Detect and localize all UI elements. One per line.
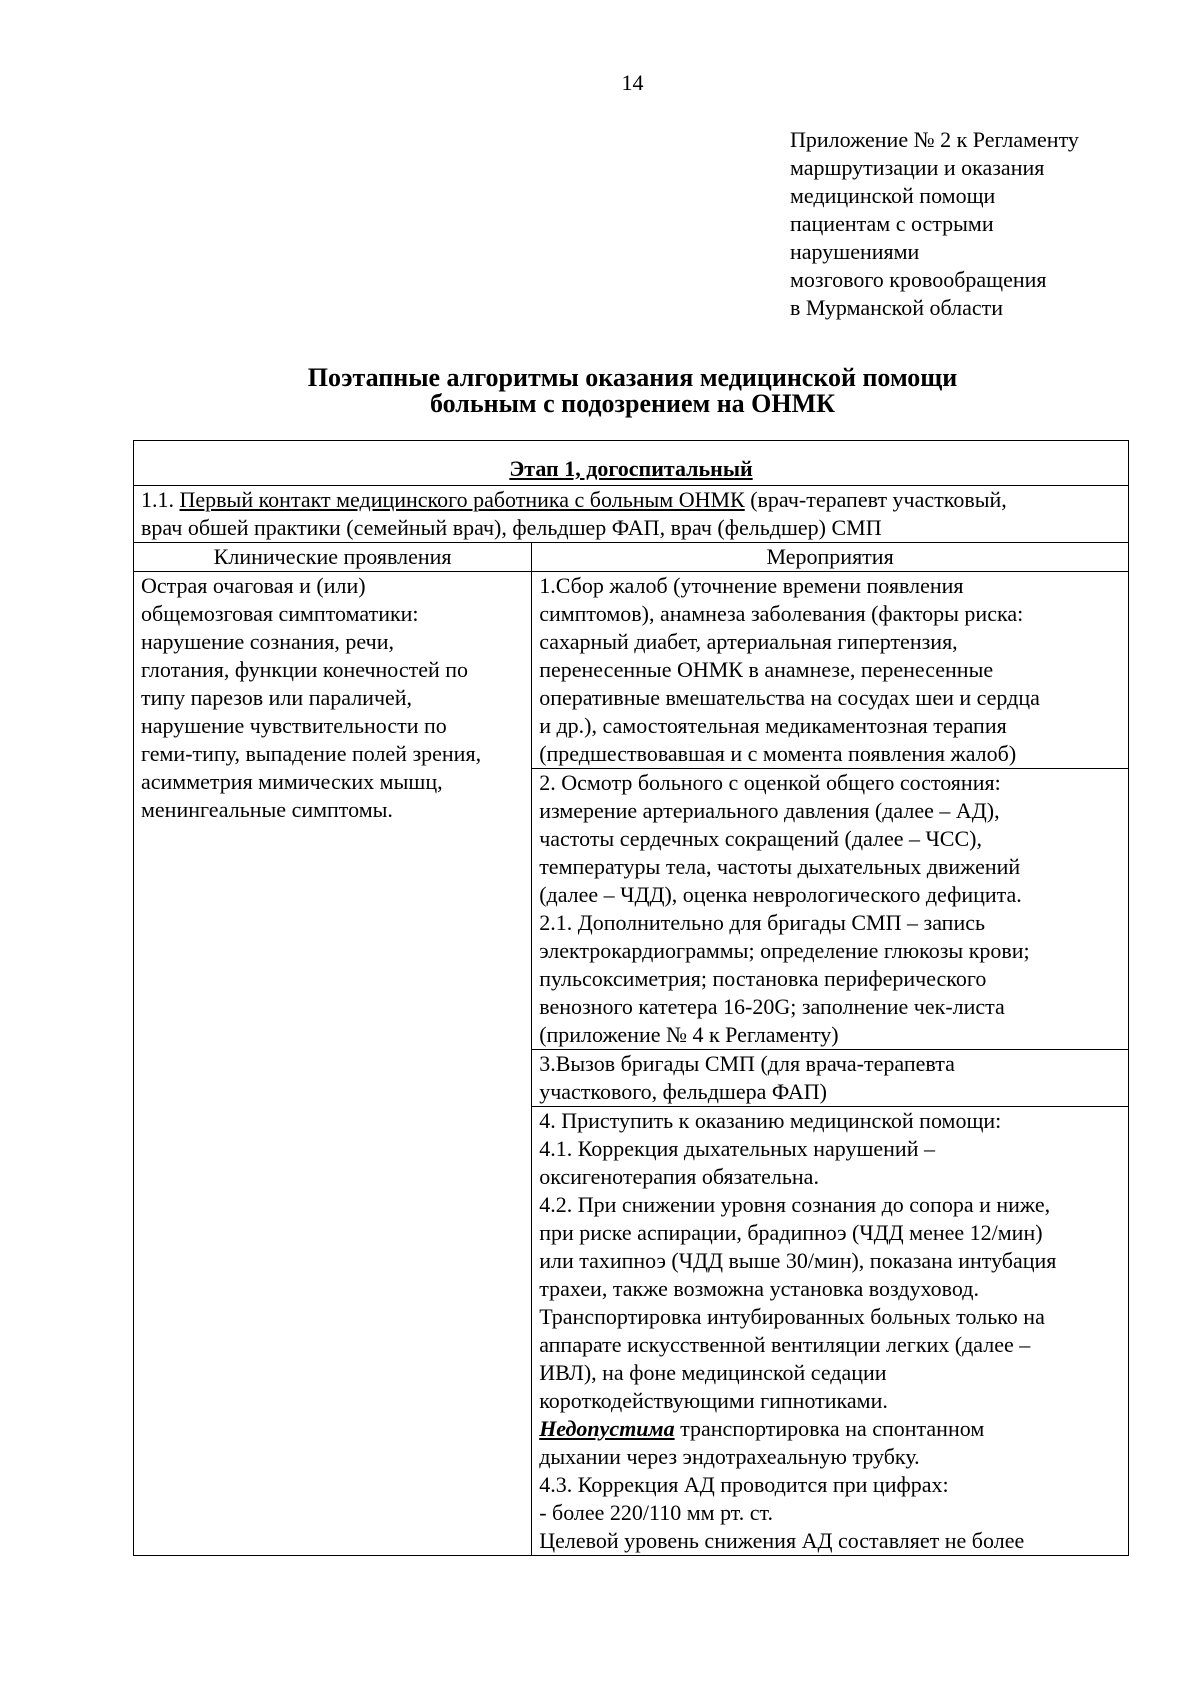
measure-line: 1.Сбор жалоб (уточнение времени появления	[539, 573, 964, 598]
measure-line: пульсоксиметрия; постановка периферического	[539, 966, 987, 991]
measure-1-cell	[532, 572, 1129, 769]
column-header-measures: Мероприятия	[532, 543, 1129, 572]
measure-line: оперативные вмешательства на сосудах шеи и сердца	[539, 685, 1040, 710]
measure-line: 3.Вызов бригады СМП (для врача-терапевта	[539, 1051, 955, 1076]
measure-line: или тахипноэ (ЧДД выше 30/мин), показана интубация	[539, 1248, 1057, 1273]
measure-line: венозного катетера 16-20G; заполнение чек-листа	[539, 994, 1005, 1019]
measure-line: 4.2. При снижении уровня сознания до сопора и ниже,	[539, 1192, 1051, 1217]
measure-2-cell	[532, 769, 1129, 1050]
measure-line: измерение артериального давления (далее – АД),	[539, 798, 1000, 823]
measure-line: аппарате искусственной вентиляции легких (далее –	[539, 1332, 1031, 1357]
measure-line: (предшествовавшая и с момента появления жалоб)	[539, 741, 1017, 766]
measure-line: температуры тела, частоты дыхательных движений	[539, 854, 1021, 879]
appendix-line: мозгового кровообращения	[790, 267, 1047, 292]
clinical-line: глотания, функции конечностей по	[141, 657, 469, 682]
contact-prefix: 1.1.	[141, 487, 180, 512]
clinical-line: нарушение чувствительности по	[141, 713, 447, 738]
clinical-line: Острая очаговая и (или)	[141, 573, 366, 598]
clinical-line: геми-типу, выпадение полей зрения,	[141, 741, 482, 766]
appendix-note	[790, 126, 1170, 322]
clinical-line: типу парезов или параличей,	[141, 685, 413, 710]
measure-line: 4.1. Коррекция дыхательных нарушений –	[539, 1136, 935, 1161]
clinical-line: общемозговая симптоматики:	[141, 601, 419, 626]
contact-underlined: Первый контакт медицинского работника с больным ОНМК	[179, 487, 745, 512]
algorithm-table	[133, 440, 1129, 1556]
measure-emphasis-line	[539, 1415, 1121, 1443]
appendix-line: пациентам с острыми	[790, 211, 994, 236]
measure-line: оксигенотерапия обязательна.	[539, 1164, 819, 1189]
clinical-manifestations-cell	[134, 572, 532, 1556]
measure-line: - более 220/110 мм рт. ст.	[539, 1500, 773, 1525]
emphasis-rest: транспортировка на спонтанном	[674, 1416, 985, 1441]
clinical-line: менингеальные симптомы.	[141, 797, 393, 822]
stage-title: Этап 1, догоспитальный	[509, 456, 753, 481]
measure-line: симптомов), анамнеза заболевания (факторы риска:	[539, 601, 1024, 626]
measure-line: трахеи, также возможна установка воздуховод.	[539, 1276, 979, 1301]
page-number: 14	[621, 70, 644, 95]
measure-line: Транспортировка интубированных больных только на	[539, 1304, 1045, 1329]
clinical-line: асимметрия мимических мышц,	[141, 769, 443, 794]
measure-line: электрокардиограммы; определение глюкозы крови;	[539, 938, 1030, 963]
measure-3-cell	[532, 1050, 1129, 1107]
measure-line: Целевой уровень снижения АД составляет не более	[539, 1528, 1025, 1553]
measure-line: короткодействующими гипнотиками.	[539, 1388, 888, 1413]
appendix-line: маршрутизации и оказания	[790, 155, 1045, 180]
clinical-line: нарушение сознания, речи,	[141, 629, 394, 654]
measure-line: при риске аспирации, брадипноэ (ЧДД менее 12/мин)	[539, 1220, 1043, 1245]
appendix-line: Приложение № 2 к Регламенту	[790, 127, 1079, 152]
measure-line: 4. Приступить к оказанию медицинской помощи:	[539, 1108, 1002, 1133]
measure-line: дыхании через эндотрахеальную трубку.	[539, 1444, 920, 1469]
measure-line: перенесенные ОНМК в анамнезе, перенесенные	[539, 657, 994, 682]
measure-line: и др.), самостоятельная медикаментозная терапия	[539, 713, 1007, 738]
measure-line: сахарный диабет, артериальная гипертензия,	[539, 629, 958, 654]
title-line-1: Поэтапные алгоритмы оказания медицинской помощи	[307, 363, 958, 392]
column-header-clinical: Клинические проявления	[134, 543, 532, 572]
measure-line: (далее – ЧДД), оценка неврологического дефицита.	[539, 882, 1022, 907]
measure-line: участкового, фельдшера ФАП)	[539, 1079, 827, 1104]
document-title	[0, 365, 1200, 417]
measure-4-cell	[532, 1107, 1129, 1556]
emphasis-word: Недопустима	[539, 1416, 675, 1441]
measure-line: ИВЛ), на фоне медицинской седации	[539, 1360, 887, 1385]
measure-line: (приложение № 4 к Регламенту)	[539, 1022, 839, 1047]
measure-line: 2.1. Дополнительно для бригады СМП – запись	[539, 910, 986, 935]
contact-rest: (врач-терапевт участковый,	[744, 487, 1007, 512]
measure-line: частоты сердечных сокращений (далее – ЧСС),	[539, 826, 982, 851]
appendix-line: медицинской помощи	[790, 183, 996, 208]
title-line-2: больным с подозрением на ОНМК	[429, 389, 836, 418]
stage-header	[134, 441, 1129, 486]
measure-line: 2. Осмотр больного с оценкой общего состояния:	[539, 770, 1001, 795]
measure-line: 4.3. Коррекция АД проводится при цифрах:	[539, 1472, 949, 1497]
contact-line-2: врач обшей практики (семейный врач), фельдшер ФАП, врач (фельдшер) СМП	[141, 515, 882, 540]
appendix-line: в Мурманской области	[790, 295, 1004, 320]
appendix-line: нарушениями	[790, 239, 920, 264]
first-contact-cell	[134, 486, 1129, 543]
